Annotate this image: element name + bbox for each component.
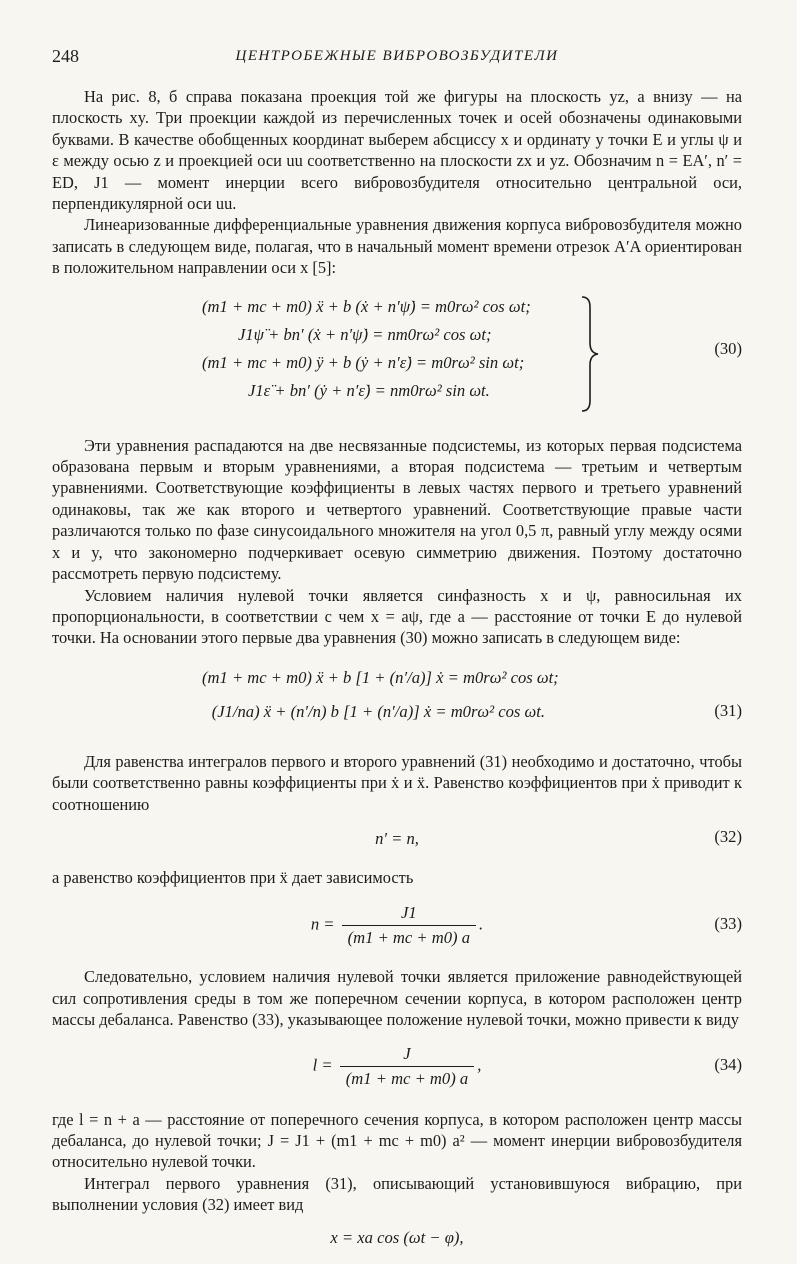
equation-33-number: (33) (714, 914, 742, 934)
right-brace (580, 295, 602, 413)
equation-33-denominator: (m1 + mc + m0) a (347, 928, 471, 948)
equation-final (52, 1224, 742, 1252)
equation-34-tail: , (477, 1054, 482, 1074)
paragraph-7: Следовательно, условием наличия нулевой точки является приложение равнодействующей сил сопротивления среды в том же поперечном сечении корпуса, в котором расположен центр массы дебаланса. Равенство (33), указывающее положение нулевой точки, можно привести к виду (52, 967, 742, 1030)
equation-30-line-3: (m1 + mc + m0) ÿ + b (ẏ + n′ε̇) = m0rω² sin ωt; (202, 352, 525, 372)
equation-32-body: n′ = n, (375, 828, 419, 848)
equation-34-fraction (340, 1043, 474, 1090)
running-title: ЦЕНТРОБЕЖНЫЕ ВИБРОВОЗБУДИТЕЛИ (235, 48, 559, 64)
paragraph-2: Линеаризованные дифференциальные уравнения движения корпуса вибровозбудителя можно записать в следующем виде, полагая, что в начальный момент времени отрезок A′A ориентирован в положительном направлении оси x [5]: (52, 215, 742, 278)
equation-31-line-1: (m1 + mc + m0) ẍ + b [1 + (n′/a)] ẋ = m0rω² cos ωt; (202, 667, 559, 687)
equation-34-denominator: (m1 + mc + m0) a (345, 1068, 469, 1088)
equation-31 (52, 661, 742, 733)
equation-30-number: (30) (714, 338, 742, 358)
equation-33-fraction (342, 902, 476, 949)
equation-30-line-2: J1ψ̈ + bn′ (ẋ + n′ψ̇) = nm0rω² cos ωt; (238, 324, 492, 344)
equation-30-line-4: J1ε̈ + bn′ (ẏ + n′ε̇) = nm0rω² sin ωt. (248, 380, 490, 400)
equation-34 (52, 1043, 742, 1097)
equation-32-number: (32) (714, 826, 742, 846)
equation-30-line-1: (m1 + mc + m0) ẍ + b (ẋ + n′ψ̇) = m0rω² cos ωt; (202, 296, 531, 316)
page-number: 248 (52, 46, 79, 66)
paragraph-9: Интеграл первого уравнения (31), описывающий установившуюся вибрацию, при выполнении условия (32) имеет вид (52, 1173, 742, 1215)
paragraph-5: Для равенства интегралов первого и второго уравнений (31) необходимо и достаточно, чтобы были соответственно равны коэффициенты при ẋ и ẍ. Равенство коэффициентов при ẋ приводит к соотношению (52, 751, 742, 814)
equation-31-number: (31) (714, 700, 742, 720)
paragraph-4: Условием наличия нулевой точки является синфазность x и ψ, равносильная их пропорциональности, в соответствии с чем x = aψ, где a — расстояние от точки E до нулевой точки. На основании этого первые два уравнения (30) можно записать в следующем виде: (52, 585, 742, 648)
equation-33-tail: . (479, 914, 484, 934)
equation-33 (52, 902, 742, 952)
equation-33-lhs: n = (310, 914, 335, 934)
equation-34-numerator: J (340, 1043, 474, 1067)
page-header (52, 38, 742, 72)
equation-34-lhs: l = (312, 1054, 333, 1074)
equation-30 (52, 293, 742, 415)
equation-33-numerator: J1 (342, 902, 476, 926)
paragraph-8: где l = n + a — расстояние от поперечного сечения корпуса, в котором расположен центр массы дебаланса, до нулевой точки; J = J1 + (m1 + mc + m0) a² — момент инерции вибровозбудителя относительно нулевой точки. (52, 1109, 742, 1172)
paragraph-1: На рис. 8, б справа показана проекция той же фигуры на плоскость yz, а внизу — на плоскость xy. Три проекции каждой из перечисленных точек и осей обозначены одинаковыми буквами. В качестве обобщенных координат выберем абсциссу x и ординату y точки E и углы ψ и ε между осью z и проекцией оси uu соответственно на плоскости zx и yz. Обозначим n = EA′, n′ = ED, J1 — момент инерции всего вибровозбудителя относительно центральной оси, перпендикулярной оси uu. (52, 87, 742, 214)
equation-31-line-2: (J1/na) ẍ + (n′/n) b [1 + (n′/a)] ẋ = m0rω² cos ωt. (211, 701, 546, 721)
book-page (52, 38, 742, 1264)
equation-final-body: x = xa cos (ωt − φ), (330, 1227, 464, 1247)
equation-34-number: (34) (714, 1054, 742, 1074)
paragraph-6: а равенство коэффициентов при ẍ дает зависимость (52, 867, 414, 887)
equation-32 (52, 825, 742, 855)
paragraph-3: Эти уравнения распадаются на две несвязанные подсистемы, из которых первая подсистема образована первым и вторым уравнениями, а вторая подсистема — третьим и четвертым уравнениями. Соответствующие коэффициенты в левых частях первого и третьего уравнений одинаковы, так же как второго и четвертого уравнений. Соответствующие правые части различаются только по фазе синусоидального множителя на угол 0,5 π, равный углу между осями x и y, что закономерно подчеркивает осевую симметрию движения. Поэтому достаточно рассмотреть первую подсистему. (52, 435, 742, 584)
